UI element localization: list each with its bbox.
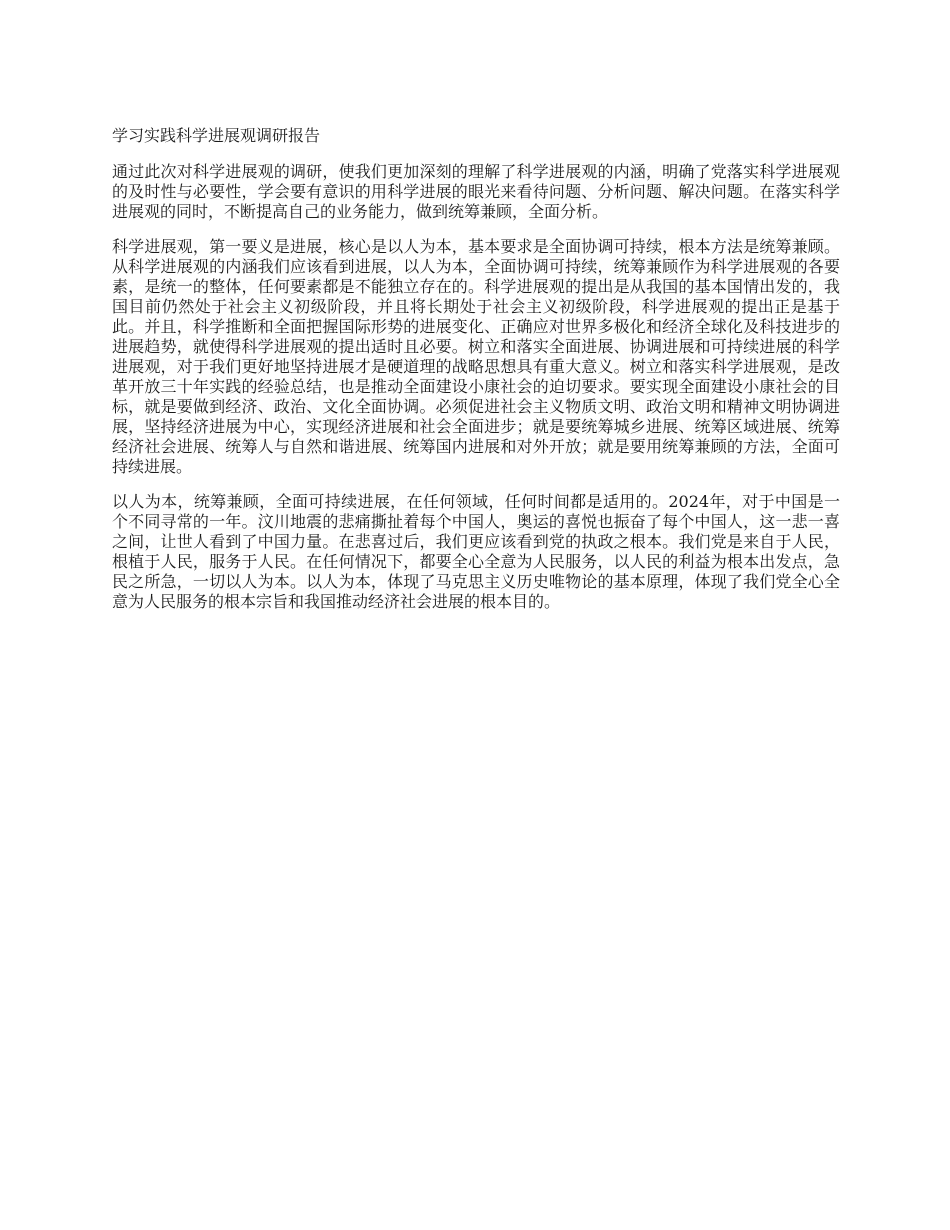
paragraph-scientific-outlook: 科学进展观，第一要义是进展，核心是以人为本，基本要求是全面协调可持续，根本方法是统筹兼顾。从科学进展观的内涵我们应该看到进展，以人为本，全面协调可持续，统筹兼顾作为科学进展观的各要素，是统一的整体，任何要素都是不能独立存在的。科学进展观的提出是从我国的基本国情出发的，我国目前仍然处于社会主义初级阶段，并且将长期处于社会主义初级阶段，科学进展观的提出正是基于此。并且，科学推断和全面把握国际形势的进展变化、正确应对世界多极化和经济全球化及科技进步的进展趋势，就使得科学进展观的提出适时且必要。树立和落实全面进展、协调进展和可持续进展的科学进展观，对于我们更好地坚持进展才是硬道理的战略思想具有重大意义。树立和落实科学进展观，是改革开放三十年实践的经验总结，也是推动全面建设小康社会的迫切要求。要实现全面建设小康社会的目标，就是要做到经济、政治、文化全面协调。必须促进社会主义物质文明、政治文明和精神文明协调进展，坚持经济进展为中心，实现经济进展和社会全面进步；就是要统筹城乡进展、统筹区域进展、统筹经济社会进展、统筹人与自然和谐进展、统筹国内进展和对外开放；就是要用统筹兼顾的方法，全面可持续进展。 [112,237,840,476]
paragraph-intro: 通过此次对科学进展观的调研，使我们更加深刻的理解了科学进展观的内涵，明确了党落实科学进展观的及时性与必要性，学会要有意识的用科学进展的眼光来看待问题、分析问题、解决问题。在落实科学进展观的同时，不断提高自己的业务能力，做到统筹兼顾，全面分析。 [112,162,840,221]
paragraph-people-oriented: 以人为本，统筹兼顾，全面可持续进展，在任何领域，任何时间都是适用的。2024年，对于中国是一个不同寻常的一年。汶川地震的悲痛撕扯着每个中国人，奥运的喜悦也振奋了每个中国人，这一悲一喜之间，让世人看到了中国力量。在悲喜过后，我们更应该看到党的执政之根本。我们党是来自于人民，根植于人民，服务于人民。在任何情况下，都要全心全意为人民服务，以人民的利益为根本出发点，急民之所急，一切以人为本。以人为本，体现了马克思主义历史唯物论的基本原理，体现了我们党全心全意为人民服务的根本宗旨和我国推动经济社会进展的根本目的。 [112,492,840,611]
document-page [112,124,840,627]
document-title: 学习实践科学进展观调研报告 [112,126,321,145]
